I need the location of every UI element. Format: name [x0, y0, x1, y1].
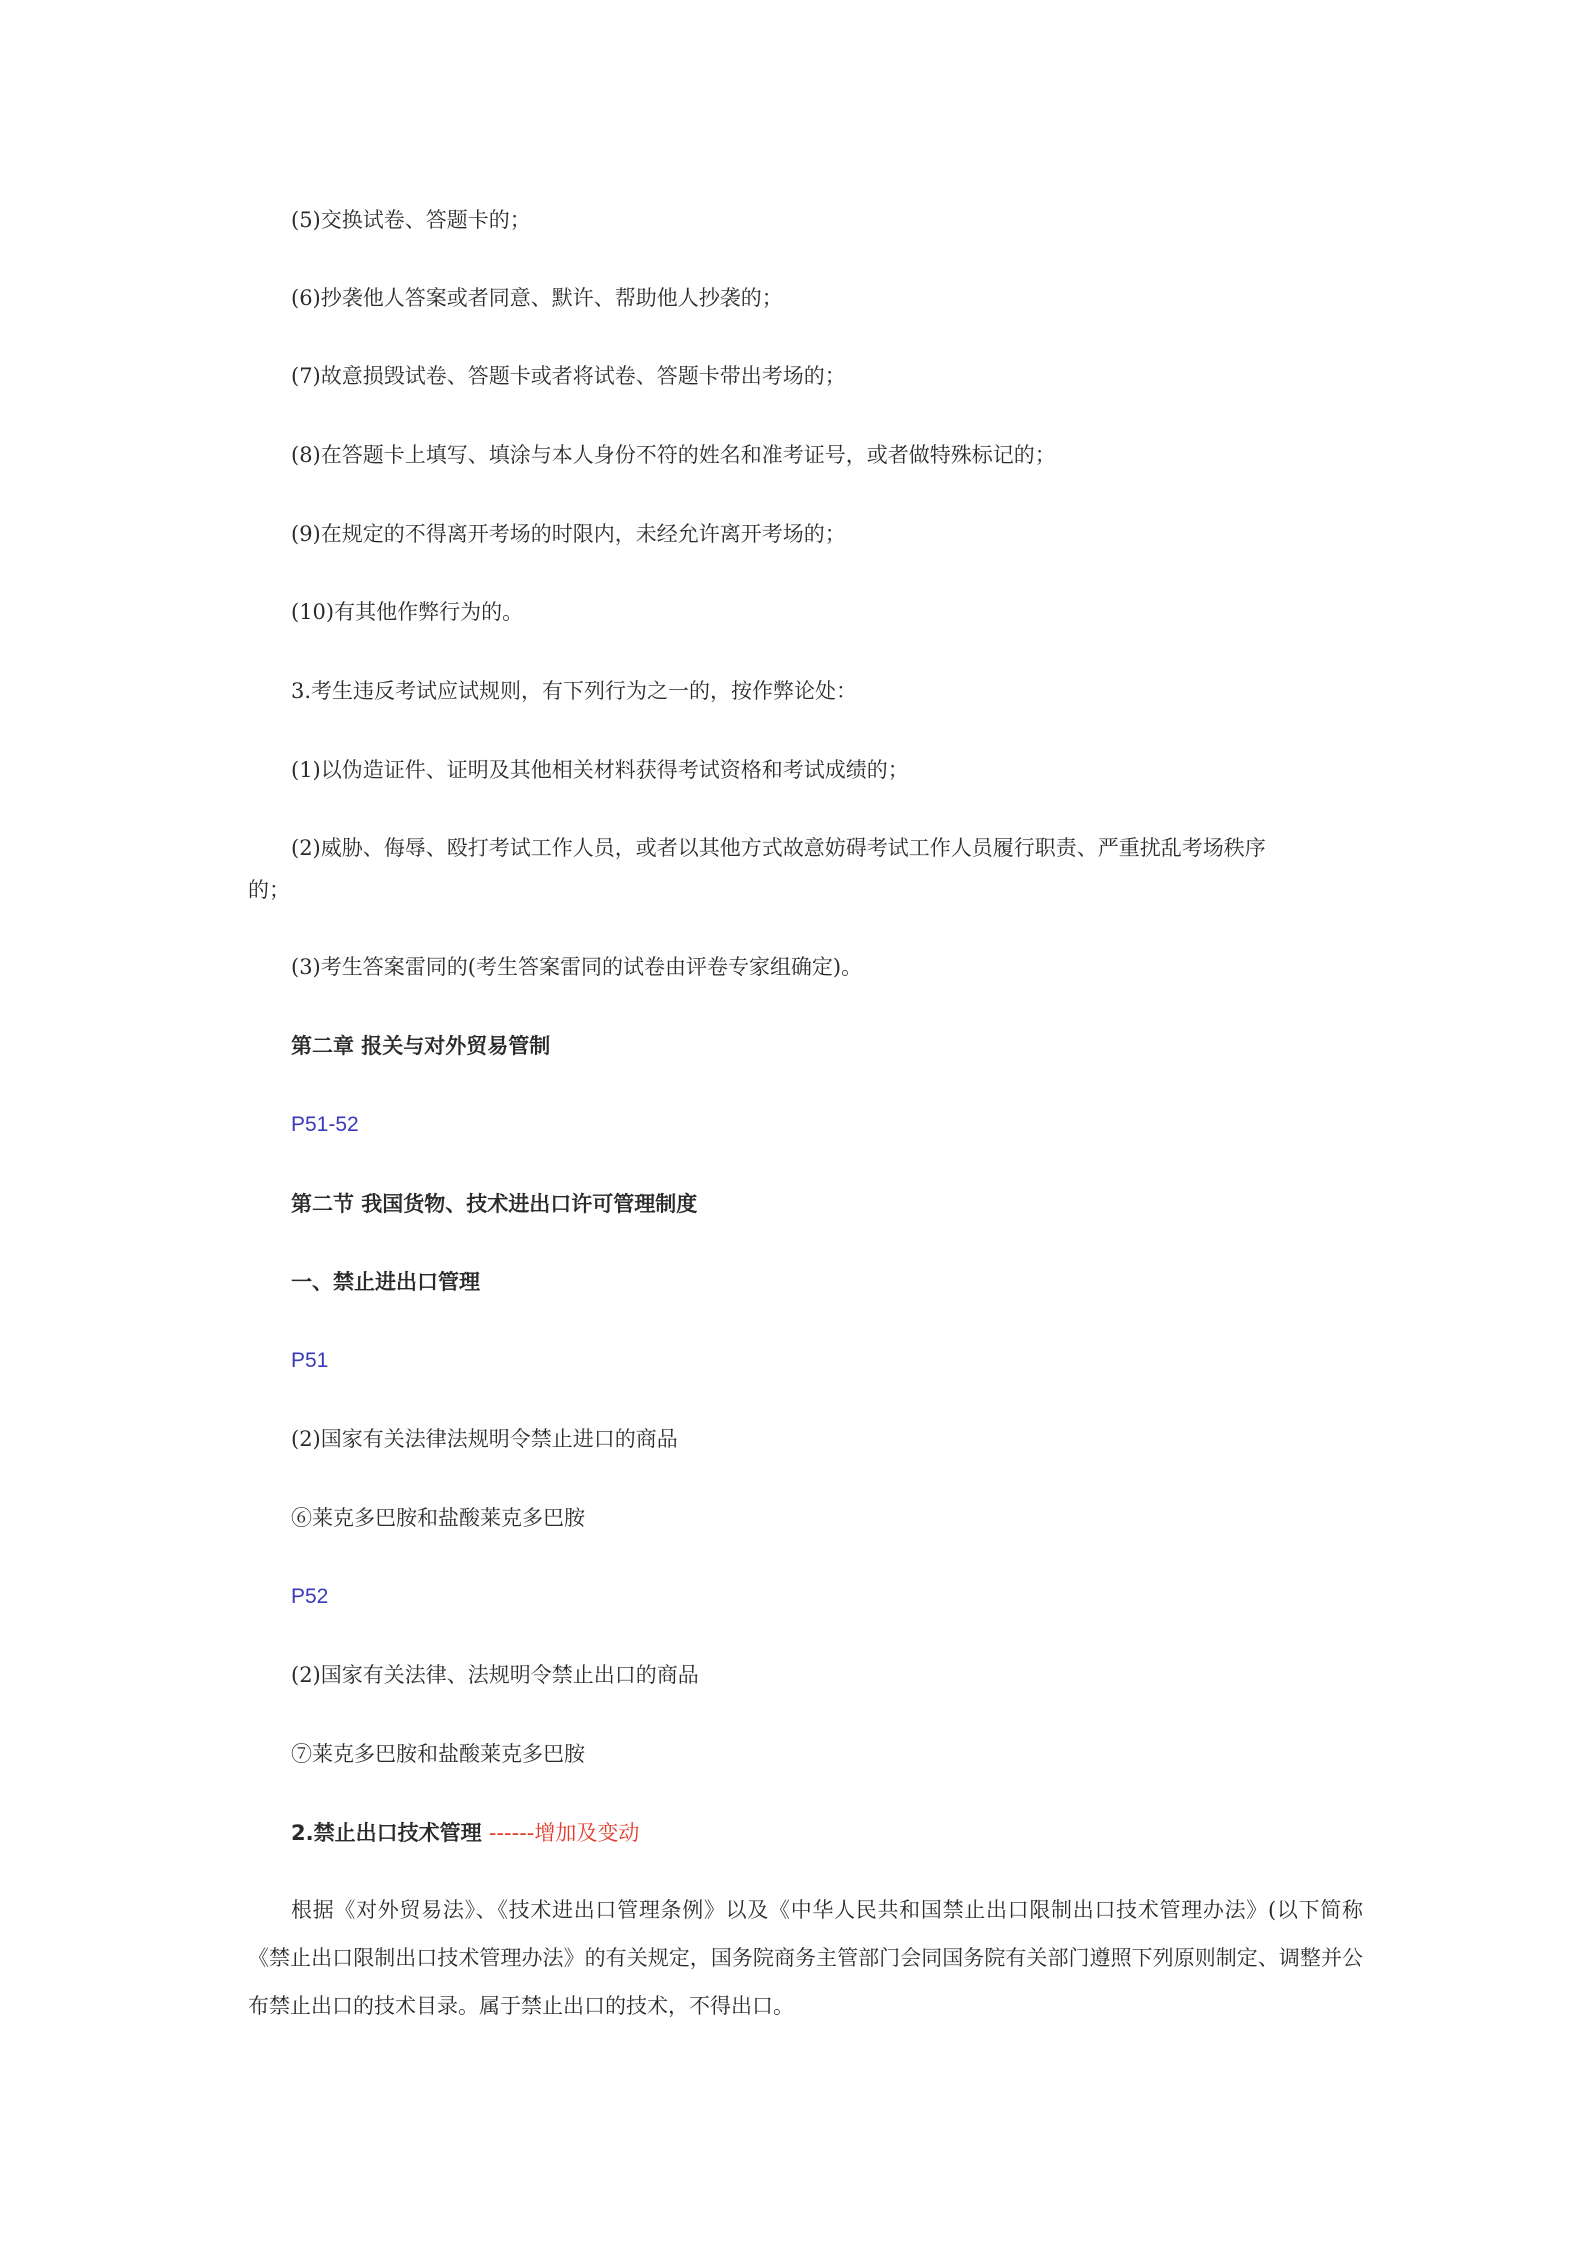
list-item: (9)在规定的不得离开考场的时限内，未经允许离开考场的； [291, 522, 846, 546]
chapter-title: 第二章 报关与对外贸易管制 [291, 1034, 551, 1058]
tech-heading [291, 1819, 639, 1847]
change-note: ------增加及变动 [488, 1821, 640, 1845]
list-item: (10)有其他作弊行为的。 [291, 600, 524, 624]
list-item: (3)考生答案雷同的(考生答案雷同的试卷由评卷专家组确定)。 [291, 955, 863, 979]
page-reference: P51-52 [291, 1113, 359, 1136]
list-item: (6)抄袭他人答案或者同意、默许、帮助他人抄袭的； [291, 286, 783, 310]
page-reference: P52 [291, 1585, 329, 1608]
list-item: (7)故意损毁试卷、答题卡或者将试卷、答题卡带出考场的； [291, 364, 846, 388]
list-item: (2)国家有关法律法规明令禁止进口的商品 [291, 1427, 678, 1451]
list-item: (8)在答题卡上填写、填涂与本人身份不符的姓名和准考证号，或者做特殊标记的； [291, 443, 1056, 467]
list-item: (2)威胁、侮辱、殴打考试工作人员，或者以其他方式故意妨碍考试工作人员履行职责、严重扰乱考场秩序 [291, 836, 1266, 860]
list-item: (5)交换试卷、答题卡的； [291, 208, 531, 232]
tech-heading-text: 2.禁止出口技术管理 [291, 1821, 482, 1845]
list-item: (1)以伪造证件、证明及其他相关材料获得考试资格和考试成绩的； [291, 758, 909, 782]
list-item: ⑥莱克多巴胺和盐酸莱克多巴胺 [291, 1506, 585, 1530]
tech-paragraph: 根据《对外贸易法》、《技术进出口管理条例》以及《中华人民共和国禁止出口限制出口技术管理办法》(以下简称《禁止出口限制出口技术管理办法》的有关规定，国务院商务主管部门会同国务院有关部门遵照下列原则制定、调整并公布禁止出口的技术目录。属于禁止出口的技术，不得出口。 [248, 1898, 1363, 2018]
list-item: ⑦莱克多巴胺和盐酸莱克多巴胺 [291, 1742, 585, 1766]
page-reference: P51 [291, 1349, 329, 1372]
list-item: (2)国家有关法律、法规明令禁止出口的商品 [291, 1663, 699, 1687]
section-title: 第二节 我国货物、技术进出口许可管理制度 [291, 1192, 698, 1216]
list-item-continuation: 的； [248, 878, 290, 902]
subsection-title: 一、禁止进出口管理 [291, 1270, 480, 1294]
rule-paragraph: 3.考生违反考试应试规则，有下列行为之一的，按作弊论处： [291, 679, 858, 703]
